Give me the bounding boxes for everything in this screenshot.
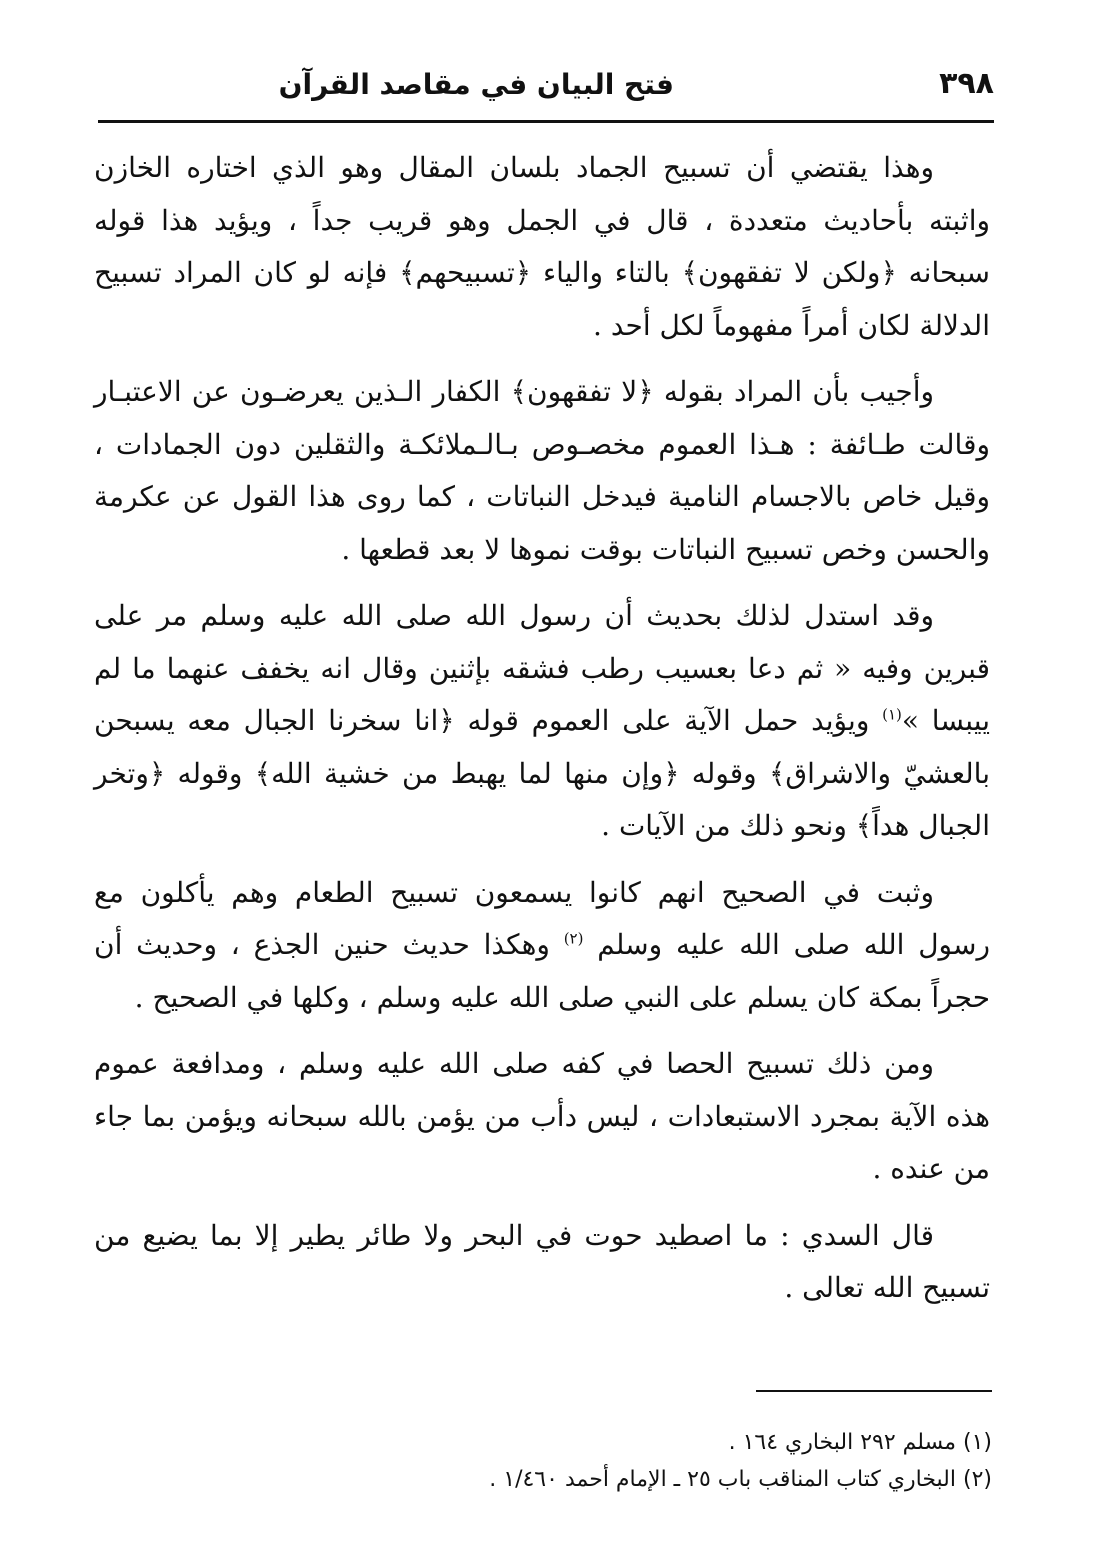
paragraph <box>94 867 990 1025</box>
paragraph: وهذا يقتضي أن تسبيح الجماد بلسان المقال وهو الذي اختاره الخازن واثبته بأحاديث متعددة ، قال في الجمل وهو قريب جداً ، ويؤيد هذا قوله سبحانه ﴿ولكن لا تفقهون﴾ بالتاء والياء ﴿تسبيحهم﴾ فإنه لو كان المراد تسبيح الدلالة لكان أمراً مفهوماً لكل أحد . <box>94 151 990 342</box>
header-divider <box>98 120 994 123</box>
footnote-reference: (١) <box>882 705 902 724</box>
footnotes <box>300 1424 992 1498</box>
footnote: (١) مسلم ٢٩٢ البخاري ١٦٤ . <box>728 1430 992 1455</box>
main-text <box>94 142 990 1329</box>
paragraph: ومن ذلك تسبيح الحصا في كفه صلى الله عليه وسلم ، ومدافعة عموم هذه الآية بمجرد الاستبعادات ، ليس دأب من يؤمن بالله سبحانه ويؤمن بما جاء من عنده . <box>94 1047 990 1185</box>
paragraph: وأجيب بأن المراد بقوله ﴿لا تفقهون﴾ الكفار الـذين يعرضـون عن الاعتبـار وقالت طـائفة : هـذا العموم مخصـوص بـالـملائكـة والثقلين دون الجمادات ، وقيل خاص بالاجسام النامية فيدخل النباتات ، كما روى هذا القول عن عكرمة والحسن وخص تسبيح النباتات بوقت نموها لا بعد قطعها . <box>94 375 990 566</box>
paragraph <box>94 590 990 853</box>
paragraph-text: وثبت في الصحيح انهم كانوا يسمعون تسبيح الطعام وهم يأكلون مع رسول الله صلى الله عليه وسلم <box>94 875 991 961</box>
footnote-reference: (٢) <box>563 929 584 948</box>
paragraph-text: وقد استدل لذلك بحديث أن رسول الله صلى الله عليه وسلم مر على قبرين وفيه « ثم دعا بعسيب رطب فشقه بإثنين وقال انه يخفف عنهما ما لم ييبسا » <box>94 599 990 737</box>
paragraph-text: وهكذا حديث حنين الجذع ، وحديث أن حجراً بمكة كان يسلم على النبي صلى الله عليه وسلم ، وكلها في الصحيح . <box>94 928 990 1014</box>
paragraph: قال السدي : ما اصطيد حوت في البحر ولا طائر يطير إلا بما يضيع من تسبيح الله تعالى . <box>94 1218 990 1304</box>
footnote: (٢) البخاري كتاب المناقب باب ٢٥ ـ الإمام أحمد ١/٤٦٠ . <box>489 1467 992 1492</box>
page-number: ٣٩٨ <box>939 66 994 101</box>
paragraph-text: ويؤيد حمل الآية على العموم قوله ﴿انا سخرنا الجبال معه يسبحن بالعشيّ والاشراق﴾ وقوله ﴿وإن منها لما يهبط من خشية الله﴾ وقوله ﴿وتخر الجبال هداً﴾ ونحو ذلك من الآيات . <box>94 704 990 842</box>
running-title: فتح البيان في مقاصد القرآن <box>278 68 674 101</box>
footnote-divider <box>756 1390 992 1392</box>
page-header <box>100 66 994 118</box>
